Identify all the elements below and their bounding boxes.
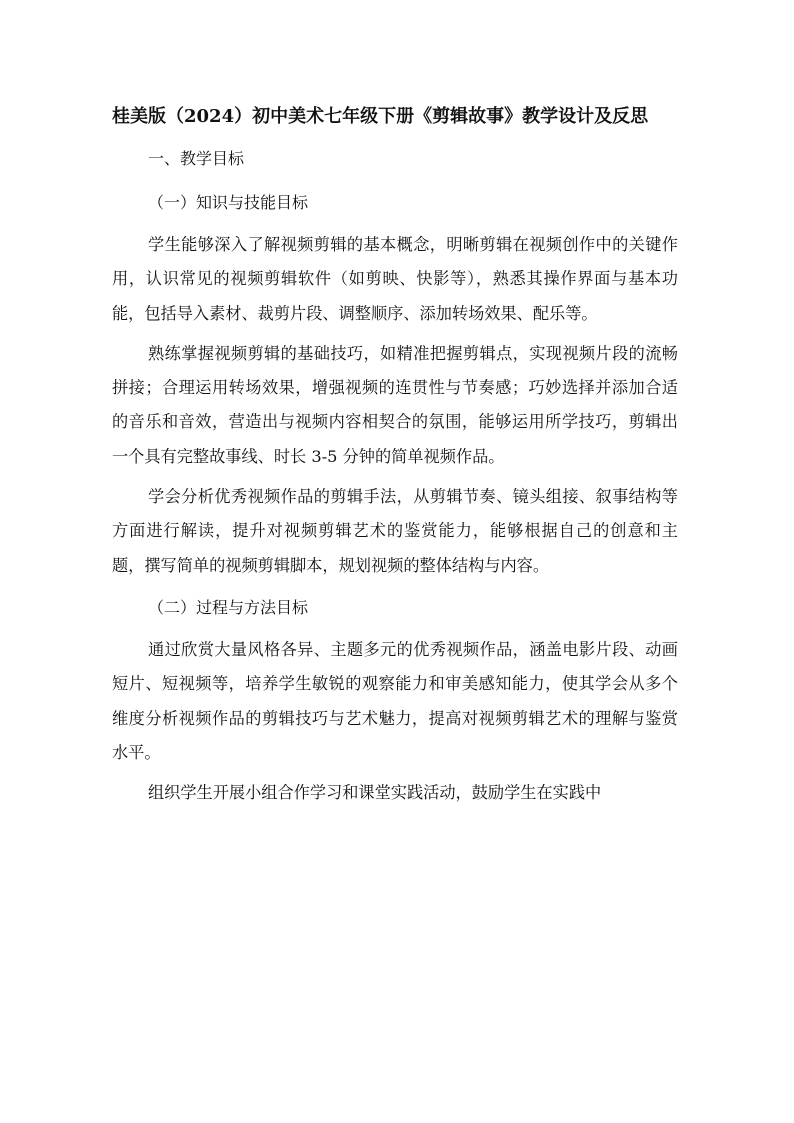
paragraph: 学会分析优秀视频作品的剪辑手法，从剪辑节奏、镜头组接、叙事结构等方面进行解读，提升对视频剪辑艺术的鉴赏能力，能够根据自己的创意和主题，撰写简单的视频剪辑脚本，规划视频的整体结构与内容。 — [112, 487, 678, 575]
paragraph: 通过欣赏大量风格各异、主题多元的优秀视频作品，涵盖电影片段、动画短片、短视频等，培养学生敏锐的观察能力和审美感知能力，使其学会从多个维度分析视频作品的剪辑技巧与艺术魅力，提高对视频剪辑艺术的理解与鉴赏水平。 — [112, 639, 678, 762]
paragraph: 组织学生开展小组合作学习和课堂实践活动，鼓励学生在实践中 — [148, 783, 602, 803]
document-body — [112, 100, 678, 810]
paragraph: 熟练掌握视频剪辑的基础技巧，如精准把握剪辑点，实现视频片段的流畅拼接；合理运用转场效果，增强视频的连贯性与节奏感；巧妙选择并添加合适的音乐和音效，营造出与视频内容相契合的氛围，能够运用所学技巧，剪辑出一个具有完整故事线、时长 3-5 分钟的简单视频作品。 — [112, 343, 678, 466]
paragraph: 学生能够深入了解视频剪辑的基本概念，明晰剪辑在视频创作中的关键作用，认识常见的视频剪辑软件（如剪映、快影等），熟悉其操作界面与基本功能，包括导入素材、裁剪片段、调整顺序、添加转场效果、配乐等。 — [112, 235, 678, 323]
subsection-heading-knowledge-skills: （一）知识与技能目标 — [148, 193, 309, 212]
subsection-heading-process-methods: （二）过程与方法目标 — [148, 597, 309, 617]
document-title: 桂美版（2024）初中美术七年级下册《剪辑故事》教学设计及反思 — [112, 106, 649, 127]
section-heading-teaching-objectives: 一、教学目标 — [148, 149, 245, 168]
